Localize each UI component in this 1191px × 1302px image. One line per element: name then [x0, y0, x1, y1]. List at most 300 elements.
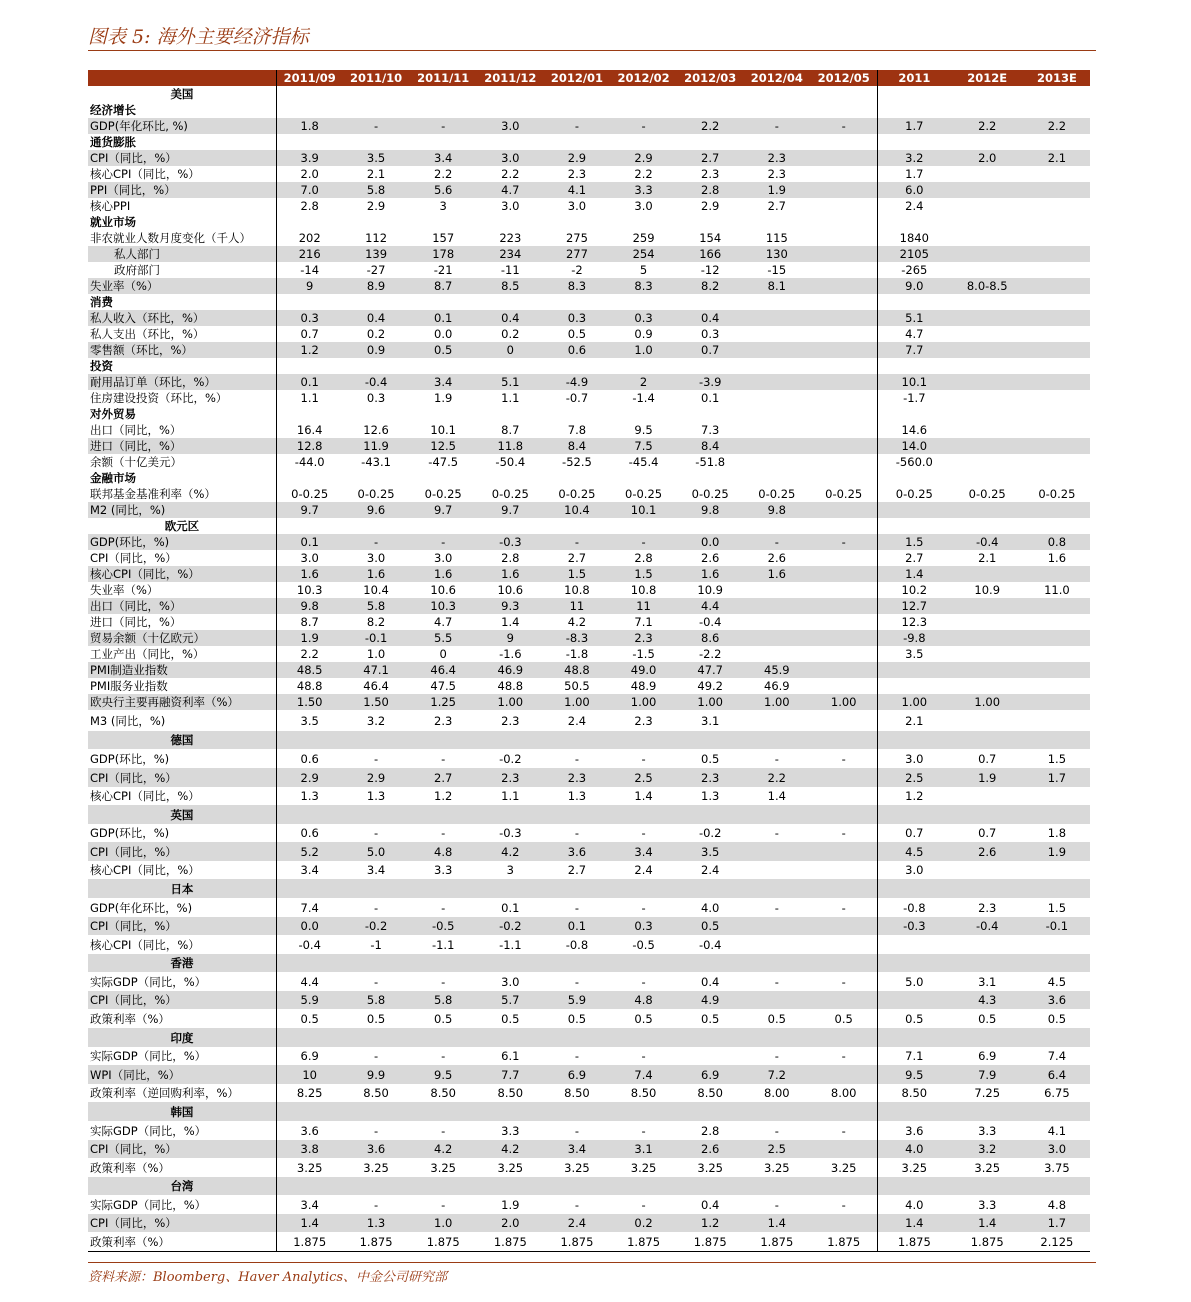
value-cell: 178 — [410, 246, 477, 262]
value-cell: 1.4 — [878, 566, 951, 582]
region-header-row — [88, 954, 1090, 972]
value-cell: 3.25 — [630, 1160, 657, 1175]
value-cell: 2.5 — [878, 768, 951, 787]
value-cell — [951, 678, 1024, 694]
value-cell — [878, 502, 951, 518]
value-cell: 1.25 — [410, 694, 477, 710]
value-cell — [1024, 646, 1090, 662]
value-cell: 254 — [610, 246, 677, 262]
row-label: 进口（同比，%） — [88, 614, 276, 630]
value-cell — [878, 214, 951, 230]
value-cell: 1.2 — [434, 789, 453, 803]
table-row — [88, 1214, 1090, 1232]
value-cell — [810, 262, 877, 278]
row-label: 余额（十亿美元） — [88, 454, 276, 470]
value-cell: 9.7 — [410, 502, 477, 518]
value-cell: 1.00 — [810, 694, 877, 710]
value-cell: 1.875 — [897, 1234, 931, 1249]
value-cell: - — [373, 900, 379, 915]
value-cell: - — [810, 1195, 877, 1214]
value-cell: 2.3 — [567, 167, 587, 181]
value-cell: 1.875 — [760, 1234, 794, 1249]
value-cell: 0.4 — [701, 1197, 720, 1212]
value-cell: 0.2 — [366, 327, 386, 341]
value-cell: -4.9 — [544, 374, 610, 390]
value-cell — [878, 731, 951, 749]
value-cell — [951, 406, 1024, 422]
value-cell: 2.9 — [343, 768, 410, 787]
value-cell: 2.8 — [634, 551, 653, 565]
value-cell: - — [774, 826, 779, 840]
category-header-row — [88, 294, 1090, 310]
value-cell: 3.1 — [978, 974, 997, 989]
value-cell: 2.6 — [701, 551, 720, 565]
value-cell: 2.2 — [634, 167, 653, 181]
value-cell — [743, 954, 810, 972]
value-cell: 2.6 — [767, 551, 786, 565]
value-cell: 0.4 — [701, 974, 720, 989]
value-cell: 7.4 — [610, 1065, 677, 1084]
value-cell: - — [373, 1049, 379, 1063]
value-cell — [410, 470, 477, 486]
table-row — [88, 438, 1090, 454]
value-cell — [951, 422, 1024, 438]
value-cell: 0.1 — [410, 310, 477, 326]
value-cell: 2.2 — [677, 118, 743, 134]
value-cell: 1.7 — [905, 167, 924, 181]
row-label: 工业产出（同比，%） — [88, 646, 276, 662]
value-cell: 8.7 — [300, 615, 319, 629]
value-cell: 0.1 — [501, 900, 520, 915]
value-cell: -0.4 — [343, 374, 410, 390]
value-cell: 1.00 — [477, 694, 544, 710]
value-cell: 3.25 — [430, 1160, 456, 1175]
value-cell: 1.9 — [951, 768, 1024, 787]
value-cell: 216 — [276, 246, 342, 262]
value-cell — [743, 1028, 810, 1047]
column-header: 2011/10 — [343, 70, 410, 86]
value-cell: -12 — [700, 263, 720, 277]
value-cell: 1.875 — [810, 1232, 877, 1251]
table-row — [88, 534, 1090, 550]
value-cell: 8.50 — [564, 1086, 590, 1100]
row-label: PMI制造业指数 — [88, 662, 276, 678]
value-cell: 2.1 — [905, 713, 924, 728]
value-cell: -1.4 — [632, 391, 655, 405]
value-cell: 1.5 — [544, 566, 610, 582]
source-note: 资料来源：Bloomberg、Haver Analytics、中金公司研究部 — [88, 1270, 448, 1285]
value-cell: 8.50 — [497, 1086, 524, 1100]
value-cell: 3.0 — [300, 551, 319, 565]
value-cell: 1.9 — [743, 182, 810, 198]
value-cell: 0.5 — [410, 342, 477, 358]
value-cell: 2.2 — [951, 118, 1024, 134]
value-cell — [410, 102, 477, 118]
value-cell — [1024, 230, 1090, 246]
value-cell: 5.6 — [410, 182, 477, 198]
value-cell: 0.4 — [343, 310, 410, 326]
value-cell — [1024, 390, 1090, 406]
value-cell — [677, 134, 743, 150]
value-cell — [544, 518, 610, 534]
value-cell — [951, 662, 1024, 678]
value-cell: 1.5 — [878, 534, 951, 550]
value-cell — [810, 662, 877, 678]
value-cell — [477, 879, 544, 898]
value-cell — [951, 805, 1024, 824]
value-cell: -0.3 — [499, 826, 522, 840]
value-cell — [1024, 294, 1090, 310]
value-cell — [951, 598, 1024, 614]
value-cell — [743, 646, 810, 662]
value-cell — [410, 294, 477, 310]
value-cell — [878, 954, 951, 972]
region-header-row — [88, 731, 1090, 749]
value-cell — [477, 518, 544, 534]
table-row — [88, 598, 1090, 614]
value-cell — [410, 406, 477, 422]
category-header-row — [88, 134, 1090, 150]
region-header-row — [88, 1177, 1090, 1195]
value-cell: 0-0.25 — [291, 487, 329, 501]
value-cell: - — [610, 534, 677, 550]
value-cell — [276, 1177, 342, 1195]
value-cell: 2.7 — [677, 150, 743, 166]
value-cell — [677, 86, 743, 102]
value-cell — [343, 731, 410, 749]
value-cell: 0-0.25 — [491, 487, 529, 501]
value-cell: 3.6 — [905, 1123, 924, 1138]
value-cell — [1024, 787, 1090, 805]
value-cell — [1024, 326, 1090, 342]
value-cell: - — [641, 1197, 646, 1212]
value-cell: 2.3 — [544, 768, 610, 787]
value-cell — [477, 406, 544, 422]
row-label: 非农就业人数月度变化（千人） — [88, 230, 276, 246]
table-row — [88, 1158, 1090, 1177]
value-cell: 0.5 — [434, 1011, 453, 1026]
row-label: 实际GDP（同比，%） — [88, 1047, 276, 1065]
value-cell: 10.9 — [697, 583, 723, 597]
value-cell — [1024, 731, 1090, 749]
table-row — [88, 342, 1090, 358]
value-cell: -0.4 — [298, 937, 321, 952]
value-cell: - — [574, 900, 580, 915]
row-label: 德国 — [88, 731, 276, 749]
value-cell: 1.50 — [276, 694, 342, 710]
row-label: 台湾 — [88, 1177, 276, 1195]
value-cell: 10 — [276, 1065, 342, 1084]
value-cell: 1.4 — [878, 1214, 951, 1232]
table-row — [88, 824, 1090, 842]
value-cell: -0.5 — [632, 937, 655, 952]
value-cell: - — [810, 118, 877, 134]
value-cell: - — [810, 1047, 877, 1065]
value-cell: 0-0.25 — [758, 487, 796, 501]
value-cell: 10.8 — [564, 583, 590, 597]
value-cell — [1024, 214, 1090, 230]
value-cell — [810, 710, 877, 731]
value-cell — [810, 358, 877, 374]
value-cell: 234 — [477, 246, 544, 262]
row-label: WPI（同比，%） — [88, 1065, 276, 1084]
table-row — [88, 422, 1090, 438]
value-cell — [276, 1102, 342, 1121]
value-cell: -11 — [500, 263, 520, 277]
value-cell — [743, 630, 810, 646]
value-cell — [1024, 422, 1090, 438]
value-cell: 1.4 — [951, 1214, 1024, 1232]
value-cell: 5.8 — [343, 991, 410, 1009]
value-cell: 0.1 — [701, 391, 720, 405]
value-cell — [743, 582, 810, 598]
value-cell: - — [641, 1049, 646, 1063]
value-cell: 112 — [365, 231, 388, 245]
value-cell: 7.5 — [610, 438, 677, 454]
value-cell: 7.4 — [300, 900, 319, 915]
value-cell: 1.5 — [610, 566, 677, 582]
value-cell: 7.1 — [634, 615, 653, 629]
row-label: PMI服务业指数 — [88, 678, 276, 694]
value-cell — [743, 342, 810, 358]
value-cell: 1.875 — [359, 1234, 393, 1249]
value-cell: 46.4 — [363, 679, 389, 693]
value-cell: - — [774, 1197, 779, 1212]
value-cell — [810, 1140, 877, 1158]
value-cell: 0.7 — [978, 826, 997, 840]
value-cell: 2105 — [878, 246, 951, 262]
value-cell — [677, 1177, 743, 1195]
value-cell: 3.6 — [1024, 991, 1090, 1009]
value-cell — [1024, 342, 1090, 358]
value-cell: 2.3 — [501, 713, 520, 728]
value-cell: 3.0 — [1024, 1140, 1090, 1158]
value-cell: 3.25 — [764, 1160, 790, 1175]
value-cell: 0.9 — [634, 327, 653, 341]
value-cell: 1.8 — [1047, 826, 1067, 840]
value-cell: 3.4 — [544, 1140, 610, 1158]
value-cell: 0.5 — [701, 751, 720, 766]
value-cell — [951, 326, 1024, 342]
region-header-row — [88, 86, 1090, 102]
table-row — [88, 198, 1090, 214]
column-header: 2012E — [951, 70, 1024, 86]
value-cell: - — [610, 118, 677, 134]
value-cell — [951, 861, 1024, 879]
value-cell: 259 — [632, 231, 655, 245]
value-cell: - — [574, 1197, 580, 1212]
value-cell — [810, 550, 877, 566]
value-cell — [810, 1177, 877, 1195]
row-label: 核心PPI — [88, 198, 276, 214]
value-cell — [477, 1177, 544, 1195]
value-cell: 4.3 — [951, 991, 1024, 1009]
value-cell: 10.3 — [410, 598, 477, 614]
value-cell — [276, 406, 342, 422]
table-row — [88, 118, 1090, 134]
value-cell — [810, 518, 877, 534]
value-cell: 0.5 — [767, 1011, 786, 1026]
value-cell: 130 — [743, 246, 810, 262]
value-cell: -0.5 — [410, 917, 477, 935]
value-cell: 6.4 — [1024, 1065, 1090, 1084]
value-cell — [743, 935, 810, 954]
value-cell: 6.1 — [501, 1049, 520, 1063]
value-cell — [1024, 861, 1090, 879]
value-cell — [610, 805, 677, 824]
table-row — [88, 166, 1090, 182]
value-cell: 10.6 — [430, 583, 456, 597]
value-cell: 3.4 — [610, 842, 677, 861]
value-cell — [1024, 198, 1090, 214]
value-cell: 2.125 — [1040, 1234, 1074, 1249]
value-cell: 277 — [544, 246, 610, 262]
value-cell — [610, 86, 677, 102]
value-cell — [410, 731, 477, 749]
value-cell: -0.4 — [698, 937, 722, 952]
value-cell: - — [441, 1049, 446, 1063]
value-cell — [1024, 630, 1090, 646]
value-cell: 0-0.25 — [691, 487, 729, 501]
value-cell: 3.3 — [978, 1197, 997, 1212]
table-row — [88, 1047, 1090, 1065]
value-cell: 5.9 — [544, 991, 610, 1009]
value-cell: 0.5 — [366, 1011, 386, 1026]
value-cell: 4.7 — [905, 327, 924, 341]
value-cell: -1.7 — [903, 391, 926, 405]
value-cell — [677, 879, 743, 898]
value-cell: 48.8 — [296, 679, 323, 693]
value-cell: 14.6 — [901, 423, 928, 437]
value-cell: 6.9 — [544, 1065, 610, 1084]
value-cell — [743, 438, 810, 454]
value-cell: 3.25 — [901, 1160, 928, 1175]
value-cell: 3.75 — [1044, 1160, 1070, 1175]
value-cell — [951, 566, 1024, 582]
row-label: GDP(年化环比, %) — [88, 118, 276, 134]
value-cell: 4.7 — [477, 182, 544, 198]
value-cell: 2.6 — [677, 1140, 743, 1158]
value-cell: 2.1 — [978, 551, 997, 565]
value-cell: 6.75 — [1044, 1086, 1070, 1100]
value-cell: 3.4 — [410, 150, 477, 166]
value-cell — [951, 102, 1024, 118]
value-cell: 2.6 — [951, 842, 1024, 861]
value-cell — [677, 954, 743, 972]
value-cell — [1024, 310, 1090, 326]
value-cell: 10.3 — [296, 583, 323, 597]
value-cell: 0.0 — [276, 917, 342, 935]
value-cell — [1024, 954, 1090, 972]
value-cell: 14.0 — [878, 438, 951, 454]
value-cell: 2.2 — [1024, 118, 1090, 134]
value-cell: 0.2 — [610, 1214, 677, 1232]
value-cell: 0.5 — [300, 1011, 319, 1026]
value-cell — [951, 390, 1024, 406]
value-cell: 10.9 — [974, 583, 1001, 597]
value-cell: - — [774, 751, 779, 766]
value-cell: 1.9 — [276, 630, 342, 646]
value-cell: 1.4 — [634, 789, 653, 803]
value-cell — [951, 134, 1024, 150]
table-row — [88, 935, 1090, 954]
value-cell: 2.1 — [366, 167, 386, 181]
value-cell — [1024, 406, 1090, 422]
value-cell: - — [574, 751, 580, 766]
row-label: 私人支出（环比，%） — [88, 326, 276, 342]
value-cell: -0.4 — [698, 615, 722, 629]
value-cell — [276, 358, 342, 374]
value-cell — [810, 342, 877, 358]
value-cell — [1024, 598, 1090, 614]
category-header-row — [88, 470, 1090, 486]
value-cell — [410, 86, 477, 102]
value-cell: - — [743, 118, 810, 134]
value-cell: 10.4 — [544, 502, 610, 518]
value-cell: 157 — [432, 231, 455, 245]
value-cell: 49.2 — [697, 679, 723, 693]
value-cell: 10.2 — [901, 583, 928, 597]
value-cell — [951, 787, 1024, 805]
value-cell: 2.8 — [501, 551, 520, 565]
value-cell — [743, 422, 810, 438]
table-row — [88, 502, 1090, 518]
value-cell: - — [544, 534, 610, 550]
value-cell: 7.25 — [974, 1086, 1001, 1100]
row-label: 失业率（%） — [88, 582, 276, 598]
value-cell: 6.9 — [300, 1049, 319, 1063]
value-cell: 0.5 — [1047, 1011, 1067, 1026]
value-cell: -560.0 — [895, 455, 933, 469]
value-cell: 48.8 — [497, 679, 524, 693]
value-cell: 5.5 — [410, 630, 477, 646]
value-cell: - — [774, 1123, 779, 1138]
value-cell — [276, 86, 342, 102]
value-cell: 4.7 — [434, 615, 453, 629]
row-label: 零售额（环比，%） — [88, 342, 276, 358]
value-cell — [951, 310, 1024, 326]
row-label: 失业率（%） — [88, 278, 276, 294]
value-cell — [810, 935, 877, 954]
value-cell: 1.00 — [951, 694, 1024, 710]
value-cell: 8.7 — [410, 278, 477, 294]
value-cell: - — [544, 118, 610, 134]
value-cell — [810, 230, 877, 246]
value-cell: 1840 — [899, 231, 929, 245]
value-cell — [343, 470, 410, 486]
value-cell: 47.7 — [677, 662, 743, 678]
value-cell: 6.0 — [878, 182, 951, 198]
row-label: 联邦基金基准利率（%） — [88, 486, 276, 502]
value-cell: - — [743, 534, 810, 550]
value-cell: 10.4 — [363, 583, 389, 597]
figure-title: 图表 5: 海外主要经济指标 — [88, 26, 309, 48]
value-cell — [610, 406, 677, 422]
value-cell — [1024, 86, 1090, 102]
value-cell — [878, 678, 951, 694]
table-row — [88, 582, 1090, 598]
value-cell — [743, 470, 810, 486]
value-cell: 2.7 — [567, 551, 587, 565]
value-cell: 3.3 — [434, 863, 453, 877]
value-cell: 5.1 — [878, 310, 951, 326]
value-cell: 9.0 — [878, 278, 951, 294]
value-cell: - — [810, 824, 877, 842]
value-cell: 2.3 — [677, 768, 743, 787]
value-cell — [410, 358, 477, 374]
value-cell: 3.0 — [366, 551, 386, 565]
value-cell: 3.3 — [610, 182, 677, 198]
